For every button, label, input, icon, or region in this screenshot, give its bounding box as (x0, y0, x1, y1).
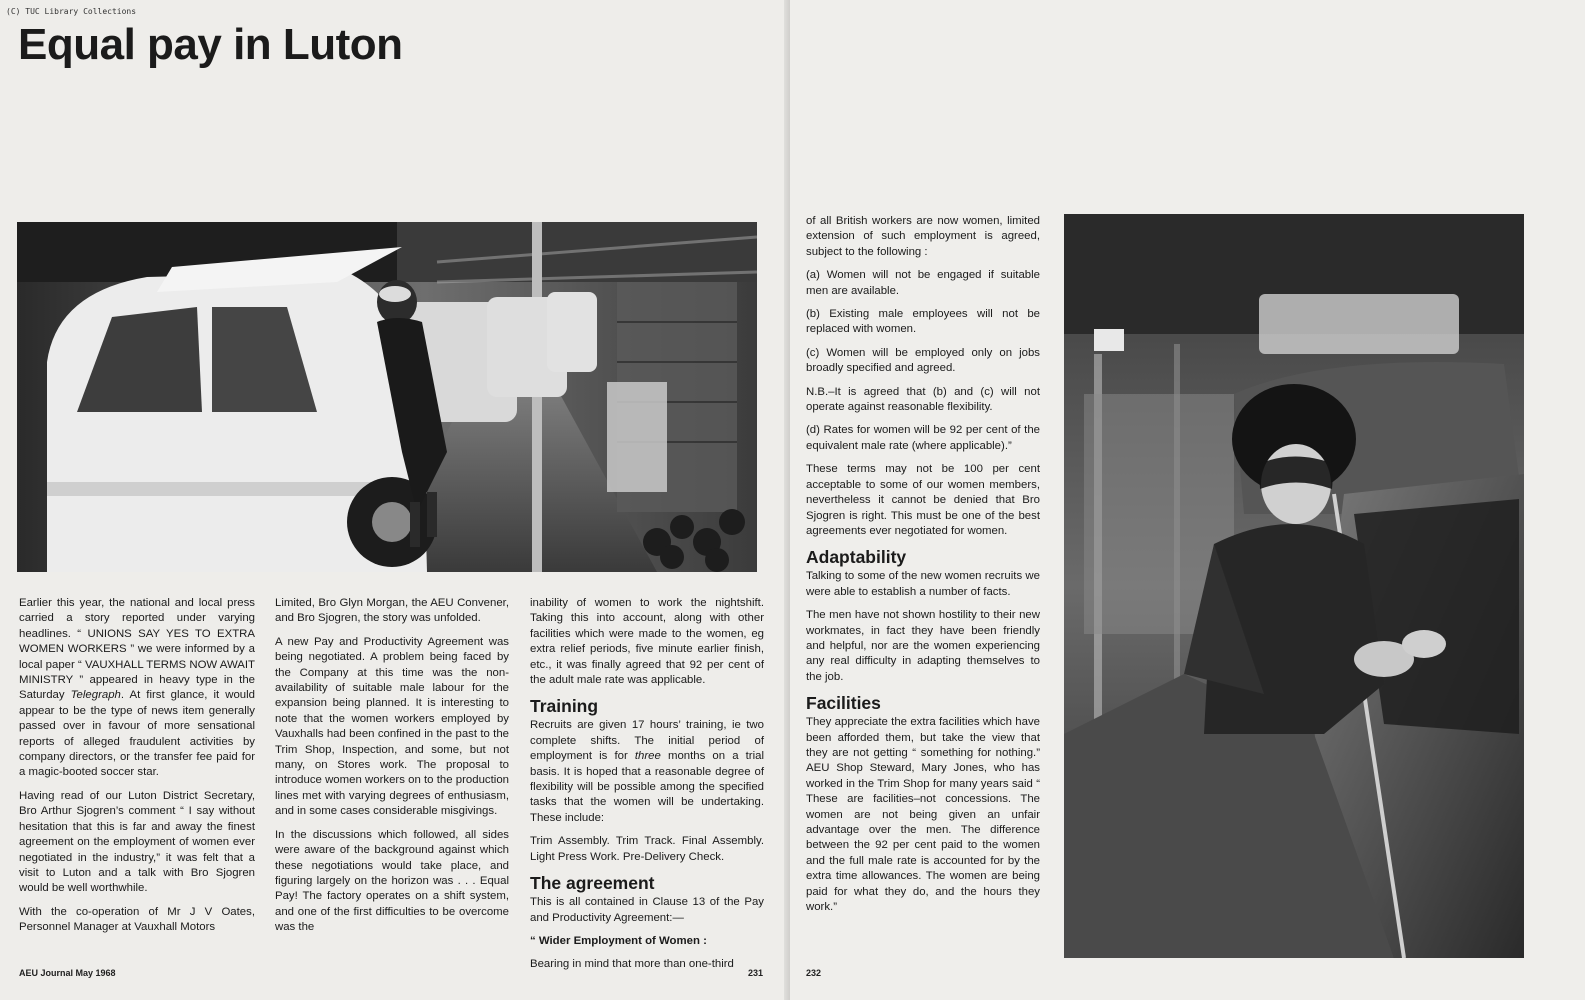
clause-item: (b) Existing male employees will not be replaced with women. (806, 308, 1040, 336)
article-paragraph: This is all contained in Clause 13 of the Pay and Productivity Agreement:— (530, 896, 764, 924)
section-heading-agreement: The agreement (530, 873, 655, 894)
article-paragraph: Bearing in mind that more than one-third (530, 958, 734, 971)
paragraph-text: Recruits are given 17 hours’ training, ie two complete shifts. The initial period of employment is for (530, 719, 764, 763)
clause-item: (a) Women will not be engaged if suitable men are available. (806, 269, 1040, 297)
show-through-ghost (805, 24, 1545, 68)
show-through-ghost (805, 84, 1325, 100)
clause-heading: “ Wider Employment of Women : (530, 934, 707, 947)
woman-worker-photo-graphic (1064, 214, 1524, 958)
page-number-left: 231 (748, 968, 764, 978)
page-number-right: 232 (806, 968, 822, 978)
paragraph-text: months on a trial basis. It is hoped that a reasonable degree of flexibility will be possible among the specified tasks that the women will be undertaking. These include: (530, 750, 764, 824)
clause-item: (d) Rates for women will be 92 per cent of the equivalent male rate (where applicable).” (806, 424, 1040, 452)
page-title: Equal pay in Luton (18, 20, 403, 69)
article-paragraph: They appreciate the extra facilities which have been afforded them, but take the view that they are not getting “ something for nothing.” AEU Shop Steward, Mary Jones, who has worked in the Trim Shop for many years said “ These are facilities–not concessions. The women are not being given an unfair advantage over the men. The difference between the 92 per cent paid to the women and the full male rate is accounted for by the extra time allowances. The women are being paid for what they do, and the hours they work.” (806, 716, 1040, 914)
article-column-2 (275, 596, 509, 944)
section-heading-facilities: Facilities (806, 693, 881, 714)
assembly-line-photo (17, 222, 757, 572)
article-paragraph: Having read of our Luton District Secretary, Bro Arthur Sjogren’s comment “ I say without hesitation that this is far and away the finest agreement on the employment of women ever negotiated in the industry,” it was felt that a visit to Luton and a talk with Bro Sjogren would be well worthwhile. (19, 789, 255, 895)
article-paragraph: The men have not shown hostility to their new workmates, in fact they have been friendly and helpful, nor are the women experiencing any real difficulty in adapting themselves to the job. (806, 609, 1040, 683)
emphasis-text: three (634, 750, 661, 763)
left-page (0, 0, 790, 1000)
section-heading-adaptability: Adaptability (806, 547, 907, 568)
copyright-notice: (C) TUC Library Collections (6, 7, 137, 16)
paragraph-text: . At first glance, it would appear to be the type of news item generally passed over in favour of more sensational reports of alleged fraudulent activities by company directors, or the transfer fee paid for a magic-booted soccer star. (19, 689, 255, 779)
right-page (790, 0, 1585, 1000)
article-paragraph: Trim Assembly. Trim Track. Final Assembly. Light Press Work. Pre-Delivery Check. (530, 835, 764, 863)
article-paragraph: Limited, Bro Glyn Morgan, the AEU Convener, and Bro Sjogren, the story was unfolded. (275, 597, 509, 625)
article-paragraph: of all British workers are now women, limited extension of such employment is agreed, subject to the following : (806, 215, 1040, 258)
clause-item: (c) Women will be employed only on jobs broadly specified and agreed. (806, 346, 1040, 375)
article-paragraph: These terms may not be 100 per cent acceptable to some of our women members, nevertheless it cannot be denied that Bro Sjogren is right. This must be one of the best agreements ever negotiated for women. (806, 463, 1040, 537)
assembly-line-photo-graphic (17, 222, 757, 572)
article-column-1 (19, 596, 255, 944)
article-paragraph (530, 718, 764, 826)
paragraph-text: Earlier this year, the national and local press carried a story reported under varying headlines. “ UNIONS SAY YES TO EXTRA WOMEN WORKERS ” we were informed by a local paper “ VAUXHALL TERMS NOW AWAIT MINISTRY ” appeared in heavy type in the Saturday (19, 597, 255, 702)
newspaper-name: Telegraph (70, 689, 121, 702)
article-column-4 (806, 214, 1040, 923)
clause-note: N.B.–It is agreed that (b) and (c) will not operate against reasonable flexibility. (806, 385, 1040, 414)
article-paragraph: In the discussions which followed, all sides were aware of the background against which these negotiations would take place, and figuring largely on the horizon was . . . Equal Pay! The factory operates on a shift system, and one of the first difficulties to be overcome was the (275, 828, 509, 934)
section-heading-training: Training (530, 696, 599, 717)
article-paragraph: With the co-operation of Mr J V Oates, Personnel Manager at Vauxhall Motors (19, 905, 255, 934)
article-paragraph: inability of women to work the nightshift. Taking this into account, along with other facilities which were made to the women, eg extra relief periods, five minute earlier finish, etc., it was finally agreed that 92 per cent of the adult male rate was applicable. (530, 597, 764, 687)
journal-footer: AEU Journal May 1968 (19, 968, 116, 978)
article-paragraph: Talking to some of the new women recruits we were able to establish a number of facts. (806, 570, 1040, 598)
article-paragraph (19, 596, 255, 781)
article-paragraph: A new Pay and Productivity Agreement was being negotiated. A problem being faced by the Company at this time was the non-availability of suitable male labour for the expansion being planned. It is interesting to note that the women workers employed by Vauxhalls had been confined in the past to the Trim Shop, Inspection, and some, but not many, on Stores work. The proposal to introduce women workers on to the production lines met with varying degrees of enthusiasm, and in some cases considerable misgivings. (275, 635, 509, 818)
article-column-3 (530, 596, 764, 981)
woman-worker-photo (1064, 214, 1524, 958)
